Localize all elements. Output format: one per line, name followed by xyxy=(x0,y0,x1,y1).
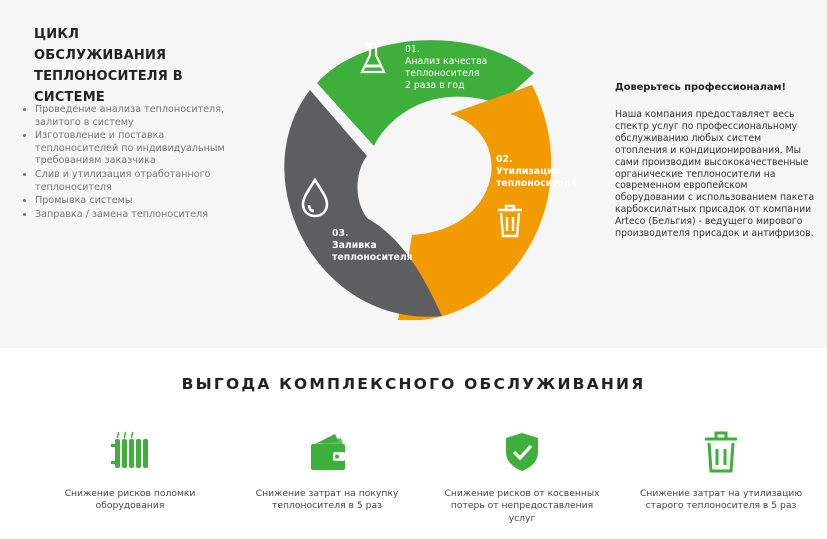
radiator-icon xyxy=(108,430,152,474)
benefit-text: Снижение затрат на покупку теплоносителя в 5 раз xyxy=(255,488,399,512)
segment-3-label: 03. Заливка теплоносителя xyxy=(332,228,413,263)
list-item: • Заправка / замена теплоносителя xyxy=(35,209,250,222)
segment-2-label: 02. Утилизация теплоносителя xyxy=(496,154,577,189)
benefit-text: Снижение рисков поломки оборудования xyxy=(64,488,196,512)
wallet-icon xyxy=(305,430,349,474)
about-text: Наша компания предоставляет весь спектр услуг по профессиональному обслуживанию любых систем отопления и кондиционирования. Мы сами производим высококачественные органические теплоносители на современном европейском оборудовании с использованием пакета карбоксилатных присадок от компании Arteco (Бельгия) - ведущего мирового производителя присадок и антифризов. xyxy=(615,109,815,240)
benefit-text: Снижение затрат на утилизацию старого теплоносителя в 5 раз xyxy=(639,488,803,512)
list-item: • Изготовление и поставка теплоносителей по индивидуальным требованиям заказчика xyxy=(35,130,250,168)
list-item: • Промывка системы xyxy=(35,195,250,208)
benefits-title: ВЫГОДА КОМПЛЕКСНОГО ОБСЛУЖИВАНИЯ xyxy=(181,375,646,393)
benefit-item xyxy=(636,430,806,513)
benefit-text: Снижение рисков от косвенных потерь от непредоставления услуг xyxy=(444,488,600,524)
trash-icon xyxy=(699,430,743,474)
benefit-item xyxy=(242,430,412,513)
benefit-item xyxy=(45,430,215,513)
cycle-steps-list xyxy=(20,104,250,222)
about-title: Доверьтесь профессионалам! xyxy=(615,82,786,93)
list-item: • Слив и утилизация отработанного теплоносителя xyxy=(35,169,250,194)
benefit-item xyxy=(437,430,607,525)
shield-check-icon xyxy=(500,430,544,474)
cycle-diagram xyxy=(272,28,577,320)
list-item: • Проведение анализа теплоносителя, залитого в систему xyxy=(35,104,250,129)
segment-1-label: 01. Анализ качества теплоносителя 2 раза в год xyxy=(405,44,488,91)
cycle-title: ЦИКЛ ОБСЛУЖИВАНИЯ ТЕПЛОНОСИТЕЛЯ В СИСТЕМЕ xyxy=(34,27,183,105)
